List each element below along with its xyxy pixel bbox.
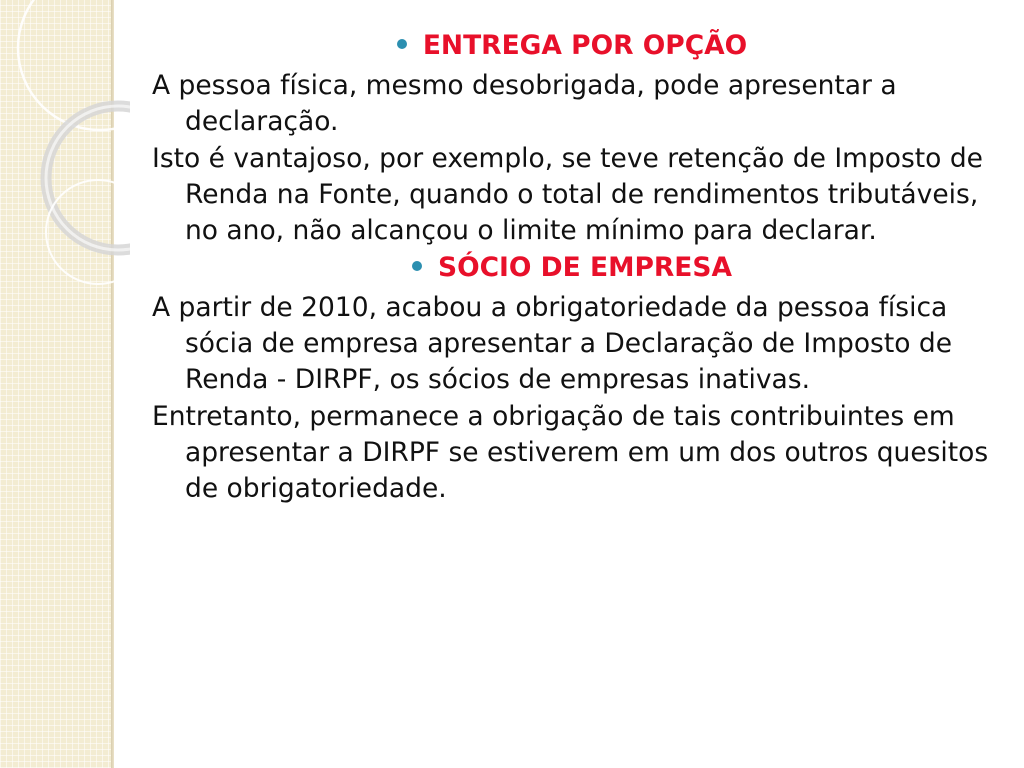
decorative-rings xyxy=(0,0,130,330)
ring-small xyxy=(46,180,130,284)
paragraph-a-partir-de-2010: A partir de 2010, acabou a obrigatoriedade da pessoa física sócia de empresa apresentar a Declaração de Imposto de Renda - DIRPF, os sócios de empresas inativas. xyxy=(152,292,953,395)
paragraph-pessoa-fisica: A pessoa física, mesmo desobrigada, pode apresentar a declaração. xyxy=(152,70,897,137)
paragraph-entretanto: Entretanto, permanece a obrigação de tais contribuintes em apresentar a DIRPF se estiverem em um dos outros quesitos de obrigatoriedade. xyxy=(152,401,989,504)
bullet-dot-icon xyxy=(397,39,407,49)
bullet-dot-icon xyxy=(412,261,422,271)
heading-socio-de-empresa xyxy=(152,250,992,286)
heading-entrega-por-opcao xyxy=(152,28,992,64)
paragraph-vantajoso: Isto é vantajoso, por exemplo, se teve retenção de Imposto de Renda na Fonte, quando o total de rendimentos tributáveis, no ano, não alcançou o limite mínimo para declarar. xyxy=(152,143,983,246)
heading-text: SÓCIO DE EMPRESA xyxy=(438,252,732,283)
heading-text: ENTREGA POR OPÇÃO xyxy=(422,30,748,61)
slide-content xyxy=(152,28,992,507)
